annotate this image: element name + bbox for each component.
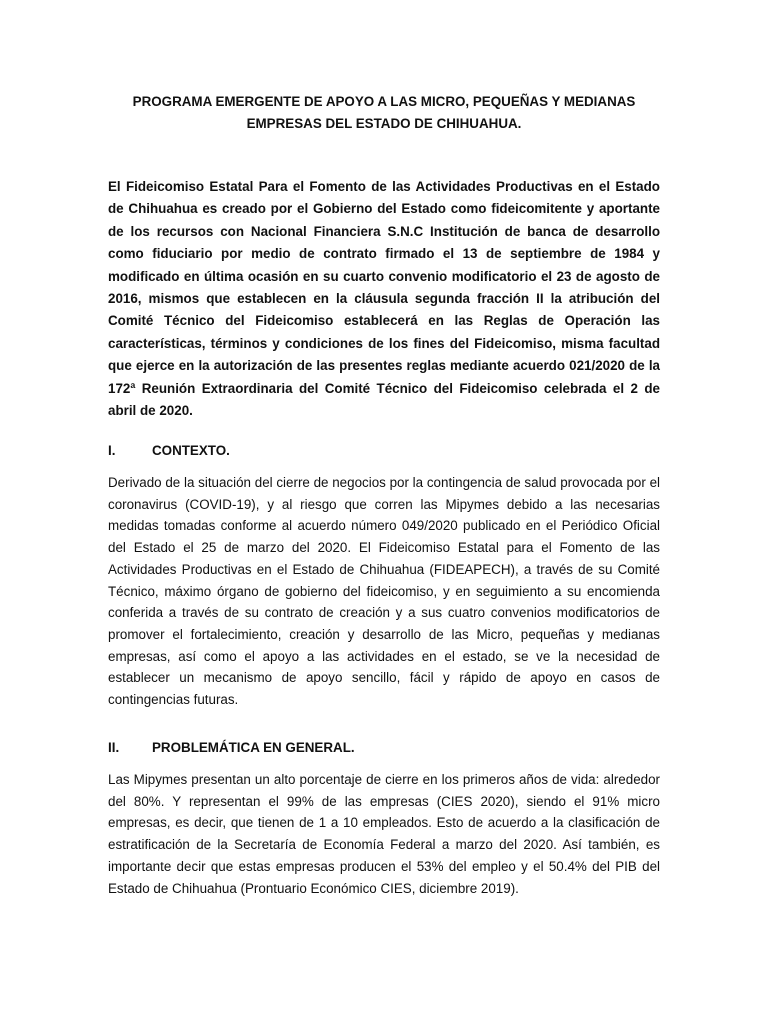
section-paragraph-contexto: Derivado de la situación del cierre de negocios por la contingencia de salud provocada por el coronavirus (COVID-19), y al riesgo que corren las Mipymes debido a las necesarias medidas tomadas conforme al acuerdo número 049/2020 publicado en el Periódico Oficial del Estado el 25 de marzo del 2020. El Fideicomiso Estatal para el Fomento de las Actividades Productivas en el Estado de Chihuahua (FIDEAPECH), a través de su Comité Técnico, máximo órgano de gobierno del fideicomiso, y en seguimiento a su encomienda conferida a través de su contrato de creación y a sus cuatro convenios modificatorios de promover el fortalecimiento, creación y desarrollo de las Micro, pequeñas y medianas empresas, así como el apoyo a las actividades en el estado, se ve la necesidad de establecer un mecanismo de apoyo sencillo, fácil y rápido de apoyo en casos de contingencias futuras. [108, 475, 660, 708]
section-number: II. [108, 740, 120, 755]
section-heading-contexto [108, 441, 230, 461]
section-number: I. [108, 443, 116, 458]
section-heading-problematica [108, 738, 355, 758]
section-title: PROBLEMÁTICA EN GENERAL. [152, 740, 355, 755]
document-title: PROGRAMA EMERGENTE DE APOYO A LAS MICRO, PEQUEÑAS Y MEDIANAS EMPRESAS DEL ESTADO DE CHIHUAHUA. [132, 94, 636, 131]
section-paragraph-problematica: Las Mipymes presentan un alto porcentaje de cierre en los primeros años de vida: alrededor del 80%. Y representan el 99% de las empresas (CIES 2020), siendo el 91% micro empresas, es decir, que tienen de 1 a 10 empleados. Esto de acuerdo a la clasificación de estratificación de la Secretaría de Economía Federal a marzo del 2020. Así también, es importante decir que estas empresas producen el 53% del empleo y el 50.4% del PIB del Estado de Chihuahua (Prontuario Económico CIES, diciembre 2019). [108, 772, 660, 896]
section-title: CONTEXTO. [152, 443, 230, 458]
intro-paragraph: El Fideicomiso Estatal Para el Fomento de las Actividades Productivas en el Estado de Chihuahua es creado por el Gobierno del Estado como fideicomitente y aportante de los recursos con Nacional Financiera S.N.C Institución de banca de desarrollo como fiduciario por medio de contrato firmado el 13 de septiembre de 1984 y modificado en última ocasión en su cuarto convenio modificatorio el 23 de agosto de 2016, mismos que establecen en la cláusula segunda fracción II la atribución del Comité Técnico del Fideicomiso establecerá en las Reglas de Operación las características, términos y condiciones de los fines del Fideicomiso, misma facultad que ejerce en la autorización de las presentes reglas mediante acuerdo 021/2020 de la 172ª Reunión Extraordinaria del Comité Técnico del Fideicomiso celebrada el 2 de abril de 2020. [108, 179, 660, 419]
